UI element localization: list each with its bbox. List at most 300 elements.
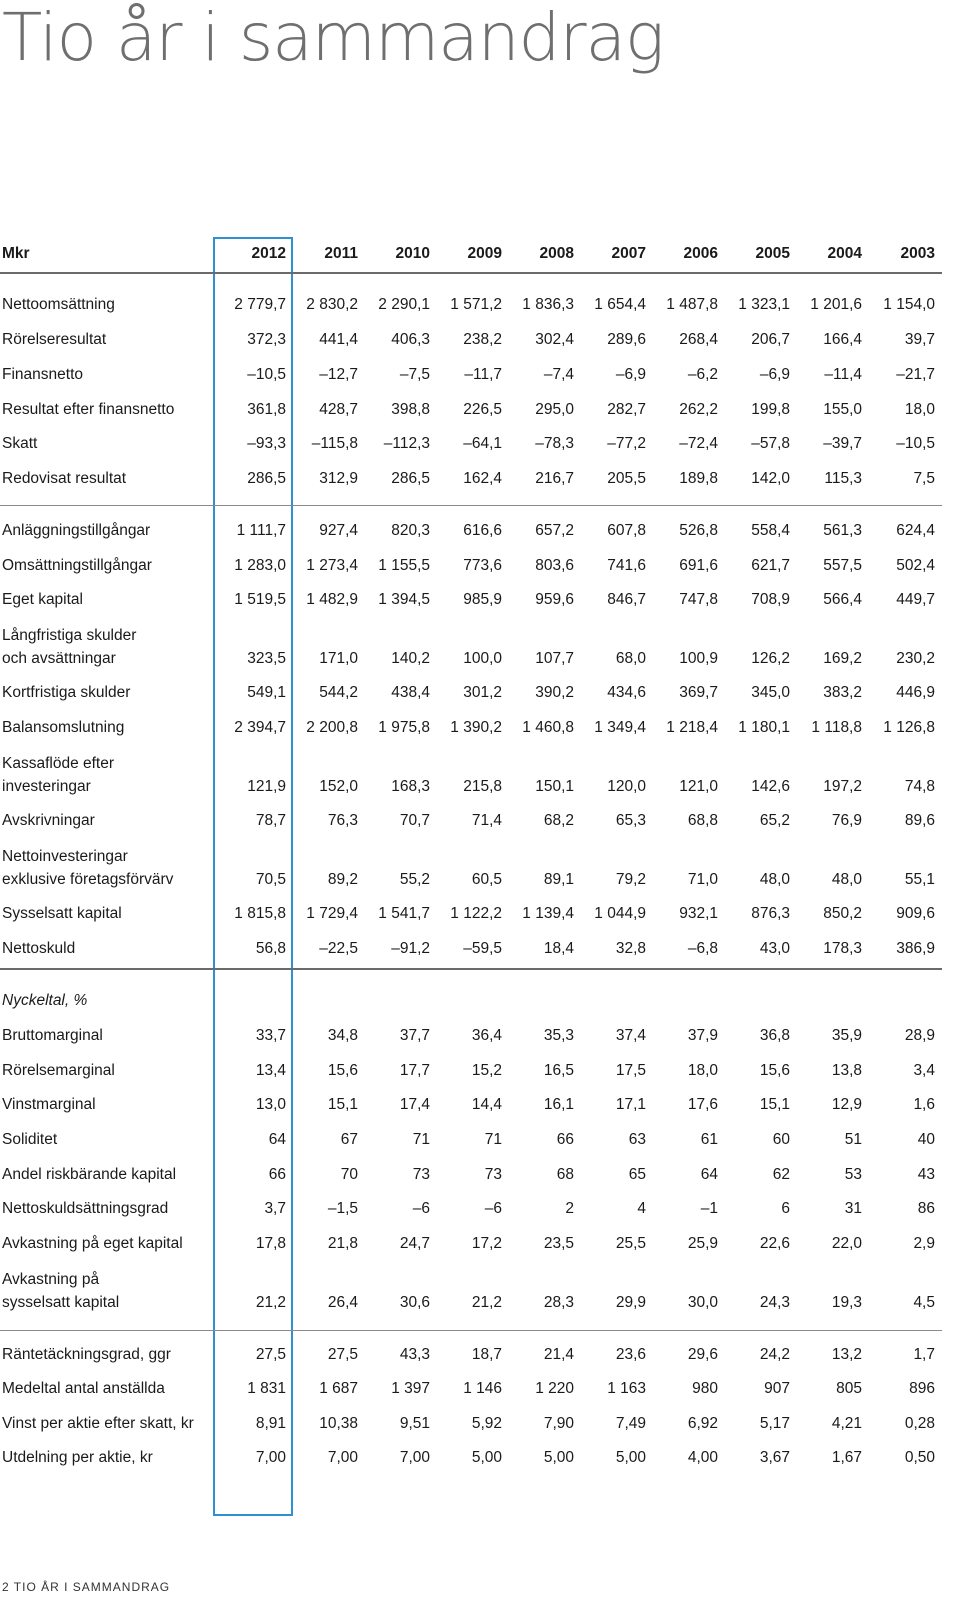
year-header: 2008 — [539, 245, 574, 262]
value-cell: 64 — [268, 1131, 286, 1148]
value-cell: 23,5 — [543, 1235, 574, 1252]
value-cell: 1 126,8 — [883, 719, 935, 736]
value-cell: 820,3 — [391, 522, 430, 539]
value-cell: 4,00 — [687, 1449, 718, 1466]
value-cell: 15,1 — [327, 1096, 358, 1113]
value-cell: 199,8 — [751, 401, 790, 418]
value-cell: 71 — [484, 1131, 502, 1148]
value-cell: 36,4 — [471, 1027, 502, 1044]
year-header: 2003 — [900, 245, 935, 262]
value-cell: 289,6 — [607, 331, 646, 348]
value-cell: 71,0 — [687, 871, 718, 888]
row-label-line: Resultat efter finansnetto — [2, 401, 175, 418]
value-cell: 544,2 — [319, 684, 358, 701]
value-cell: 65,3 — [615, 812, 646, 829]
value-cell: 48,0 — [759, 871, 790, 888]
row-label-line: Avkastning på eget kapital — [2, 1235, 183, 1252]
value-cell: 959,6 — [535, 591, 574, 608]
value-cell: 24,7 — [399, 1235, 430, 1252]
value-cell: 61 — [700, 1131, 718, 1148]
year-header: 2004 — [827, 245, 862, 262]
value-cell: 526,8 — [679, 522, 718, 539]
value-cell: 100,9 — [679, 650, 718, 667]
value-cell: 78,7 — [255, 812, 286, 829]
row-label-line: Soliditet — [2, 1131, 58, 1148]
table-divider — [0, 968, 942, 970]
value-cell: 206,7 — [751, 331, 790, 348]
row-label-line: Utdelning per aktie, kr — [2, 1449, 153, 1466]
value-cell: 29,6 — [687, 1346, 718, 1363]
value-cell: 1 687 — [319, 1380, 358, 1397]
value-cell: 2 — [565, 1200, 574, 1217]
value-cell: 7,00 — [327, 1449, 358, 1466]
value-cell: 1 487,8 — [666, 296, 718, 313]
value-cell: –7,4 — [543, 366, 574, 383]
value-cell: 17,5 — [615, 1062, 646, 1079]
value-cell: 226,5 — [463, 401, 502, 418]
value-cell: 68,0 — [615, 650, 646, 667]
value-cell: 70 — [340, 1166, 358, 1183]
value-cell: –57,8 — [751, 435, 790, 452]
value-cell: 1 118,8 — [811, 719, 862, 736]
value-cell: 100,0 — [463, 650, 502, 667]
value-cell: 76,3 — [327, 812, 358, 829]
value-cell: 383,2 — [823, 684, 862, 701]
year-header: 2006 — [683, 245, 718, 262]
value-cell: 89,2 — [327, 871, 358, 888]
value-cell: 34,8 — [327, 1027, 358, 1044]
value-cell: 1 831 — [247, 1380, 286, 1397]
value-cell: 150,1 — [535, 778, 574, 795]
value-cell: 1 201,6 — [810, 296, 862, 313]
value-cell: –7,5 — [399, 366, 430, 383]
row-label-line: Finansnetto — [2, 366, 83, 383]
value-cell: 691,6 — [679, 557, 718, 574]
value-cell: 13,8 — [831, 1062, 862, 1079]
value-cell: 1 044,9 — [594, 905, 646, 922]
value-cell: 1,7 — [913, 1346, 935, 1363]
value-cell: 66 — [268, 1166, 286, 1183]
year-header: 2010 — [395, 245, 430, 262]
row-label-line: Medeltal antal anställda — [2, 1380, 165, 1397]
row-label-line: Avskrivningar — [2, 812, 95, 829]
row-label-line: Kortfristiga skulder — [2, 684, 131, 701]
row-label-line: Sysselsatt kapital — [2, 905, 122, 922]
value-cell: 24,3 — [759, 1294, 790, 1311]
value-cell: 1 482,9 — [306, 591, 358, 608]
value-cell: 741,6 — [607, 557, 646, 574]
value-cell: 230,2 — [896, 650, 935, 667]
value-cell: 14,4 — [471, 1096, 502, 1113]
value-cell: 398,8 — [391, 401, 430, 418]
value-cell: 262,2 — [679, 401, 718, 418]
value-cell: 120,0 — [607, 778, 646, 795]
value-cell: 43,0 — [759, 940, 790, 957]
value-cell: 268,4 — [679, 331, 718, 348]
value-cell: 1,6 — [913, 1096, 935, 1113]
row-label-line: Avkastning på — [2, 1271, 100, 1288]
row-label-line: Nettoomsättning — [2, 296, 115, 313]
value-cell: 1 397 — [391, 1380, 430, 1397]
value-cell: 1 218,4 — [666, 719, 718, 736]
value-cell: 107,7 — [535, 650, 574, 667]
value-cell: –11,7 — [464, 366, 502, 383]
value-cell: 1 541,7 — [378, 905, 430, 922]
value-cell: 15,6 — [759, 1062, 790, 1079]
value-cell: 6 — [781, 1200, 790, 1217]
value-cell: 21,4 — [543, 1346, 574, 1363]
value-cell: 438,4 — [391, 684, 430, 701]
value-cell: 361,8 — [247, 401, 286, 418]
value-cell: 2 200,8 — [306, 719, 358, 736]
row-label-line: Nettoskuldsättningsgrad — [2, 1200, 169, 1217]
value-cell: 4 — [637, 1200, 646, 1217]
value-cell: 566,4 — [823, 591, 862, 608]
value-cell: 428,7 — [319, 401, 358, 418]
value-cell: 71 — [412, 1131, 430, 1148]
value-cell: 3,67 — [759, 1449, 790, 1466]
row-label-line: Balansomslutning — [2, 719, 125, 736]
value-cell: 985,9 — [463, 591, 502, 608]
value-cell: –91,2 — [391, 940, 430, 957]
value-cell: 1 122,2 — [450, 905, 502, 922]
value-cell: 312,9 — [319, 470, 358, 487]
value-cell: 1 155,5 — [378, 557, 430, 574]
value-cell: 2 290,1 — [378, 296, 430, 313]
row-label-line: Skatt — [2, 435, 38, 452]
value-cell: 55,2 — [399, 871, 430, 888]
value-cell: 1 815,8 — [234, 905, 286, 922]
value-cell: 29,9 — [615, 1294, 646, 1311]
value-cell: 7,49 — [615, 1415, 646, 1432]
value-cell: 71,4 — [471, 812, 502, 829]
value-cell: 5,92 — [471, 1415, 502, 1432]
value-cell: 121,0 — [679, 778, 718, 795]
value-cell: 51 — [844, 1131, 862, 1148]
value-cell: 43,3 — [399, 1346, 430, 1363]
value-cell: 773,6 — [463, 557, 502, 574]
year-header: 2005 — [755, 245, 790, 262]
value-cell: 142,6 — [751, 778, 790, 795]
row-label-line: Vinst per aktie efter skatt, kr — [2, 1415, 194, 1432]
value-cell: 40 — [917, 1131, 935, 1148]
value-cell: 70,5 — [255, 871, 286, 888]
value-cell: 64 — [700, 1166, 718, 1183]
year-header: 2007 — [611, 245, 646, 262]
value-cell: 441,4 — [319, 331, 358, 348]
value-cell: 216,7 — [535, 470, 574, 487]
value-cell: 39,7 — [904, 331, 935, 348]
value-cell: 876,3 — [751, 905, 790, 922]
value-cell: 850,2 — [823, 905, 862, 922]
value-cell: 65,2 — [759, 812, 790, 829]
value-cell: 55,1 — [904, 871, 935, 888]
row-label-line: Mkr — [2, 245, 30, 262]
value-cell: 390,2 — [535, 684, 574, 701]
value-cell: 89,1 — [543, 871, 574, 888]
value-cell: 624,4 — [896, 522, 935, 539]
value-cell: 17,8 — [255, 1235, 286, 1252]
value-cell: 24,2 — [759, 1346, 790, 1363]
value-cell: 33,7 — [255, 1027, 286, 1044]
value-cell: 4,5 — [913, 1294, 935, 1311]
value-cell: 12,9 — [831, 1096, 862, 1113]
value-cell: 70,7 — [399, 812, 430, 829]
value-cell: –115,8 — [311, 435, 358, 452]
value-cell: 3,4 — [913, 1062, 935, 1079]
value-cell: 1 323,1 — [738, 296, 790, 313]
value-cell: 189,8 — [679, 470, 718, 487]
value-cell: –11,4 — [824, 366, 862, 383]
value-cell: 35,3 — [543, 1027, 574, 1044]
value-cell: 5,00 — [471, 1449, 502, 1466]
value-cell: 896 — [909, 1380, 935, 1397]
value-cell: 1 975,8 — [378, 719, 430, 736]
value-cell: 67 — [340, 1131, 358, 1148]
value-cell: 43 — [917, 1166, 935, 1183]
value-cell: 7,00 — [255, 1449, 286, 1466]
row-label-line: Långfristiga skulder — [2, 627, 137, 644]
value-cell: 17,6 — [687, 1096, 718, 1113]
value-cell: 86 — [917, 1200, 935, 1217]
value-cell: –21,7 — [896, 366, 935, 383]
value-cell: 2 830,2 — [306, 296, 358, 313]
row-label-line: Andel riskbärande kapital — [2, 1166, 177, 1183]
value-cell: –12,7 — [319, 366, 358, 383]
value-cell: 238,2 — [463, 331, 502, 348]
value-cell: 22,0 — [831, 1235, 862, 1252]
value-cell: 372,3 — [247, 331, 286, 348]
value-cell: 171,0 — [319, 650, 358, 667]
value-cell: 434,6 — [607, 684, 646, 701]
value-cell: 17,1 — [615, 1096, 646, 1113]
value-cell: 197,2 — [823, 778, 862, 795]
value-cell: 18,0 — [904, 401, 935, 418]
value-cell: 79,2 — [615, 871, 646, 888]
value-cell: 2 779,7 — [234, 296, 286, 313]
value-cell: 1 283,0 — [234, 557, 286, 574]
year-header: 2011 — [324, 245, 358, 262]
row-label-line: Anläggningstillgångar — [2, 522, 151, 539]
value-cell: –39,7 — [823, 435, 862, 452]
value-cell: 747,8 — [679, 591, 718, 608]
value-cell: –72,4 — [679, 435, 718, 452]
value-cell: 17,4 — [399, 1096, 430, 1113]
value-cell: 282,7 — [607, 401, 646, 418]
value-cell: 9,51 — [399, 1415, 430, 1432]
value-cell: 68 — [556, 1166, 574, 1183]
value-cell: 152,0 — [319, 778, 358, 795]
value-cell: 5,00 — [615, 1449, 646, 1466]
value-cell: 1 220 — [535, 1380, 574, 1397]
value-cell: 18,4 — [543, 940, 574, 957]
value-cell: –77,2 — [607, 435, 646, 452]
value-cell: 345,0 — [751, 684, 790, 701]
value-cell: 73 — [484, 1166, 502, 1183]
table-divider — [0, 505, 942, 506]
value-cell: 708,9 — [751, 591, 790, 608]
value-cell: –78,3 — [535, 435, 574, 452]
value-cell: 162,4 — [463, 470, 502, 487]
value-cell: 48,0 — [831, 871, 862, 888]
value-cell: 1 836,3 — [522, 296, 574, 313]
value-cell: 607,8 — [607, 522, 646, 539]
value-cell: –10,5 — [247, 366, 286, 383]
value-cell: –6,2 — [687, 366, 718, 383]
row-label-line: Nettoinvesteringar — [2, 848, 128, 865]
value-cell: 301,2 — [463, 684, 502, 701]
row-label-line: Kassaflöde efter — [2, 755, 115, 772]
value-cell: 215,8 — [463, 778, 502, 795]
value-cell: 166,4 — [823, 331, 862, 348]
value-cell: 140,2 — [391, 650, 430, 667]
value-cell: 16,5 — [543, 1062, 574, 1079]
value-cell: 17,2 — [471, 1235, 502, 1252]
value-cell: 0,28 — [904, 1415, 935, 1432]
value-cell: 30,6 — [399, 1294, 430, 1311]
value-cell: 2,9 — [913, 1235, 935, 1252]
value-cell: 36,8 — [759, 1027, 790, 1044]
value-cell: 2 394,7 — [234, 719, 286, 736]
value-cell: 74,8 — [904, 778, 935, 795]
value-cell: –6,8 — [687, 940, 718, 957]
row-label-line: Nettoskuld — [2, 940, 76, 957]
value-cell: 1,67 — [831, 1449, 862, 1466]
value-cell: 62 — [772, 1166, 790, 1183]
table-divider — [0, 272, 942, 274]
value-cell: 1 460,8 — [522, 719, 574, 736]
year-header: 2012 — [251, 245, 286, 262]
value-cell: 1 111,7 — [236, 522, 286, 539]
page-title: Tio år i sammandrag — [2, 0, 664, 76]
value-cell: 1 180,1 — [738, 719, 790, 736]
value-cell: 23,6 — [615, 1346, 646, 1363]
row-label-line: sysselsatt kapital — [2, 1294, 120, 1311]
value-cell: 13,0 — [255, 1096, 286, 1113]
value-cell: 21,8 — [327, 1235, 358, 1252]
value-cell: 1 163 — [607, 1380, 646, 1397]
value-cell: 89,6 — [904, 812, 935, 829]
value-cell: 1 519,5 — [234, 591, 286, 608]
value-cell: –6,9 — [615, 366, 646, 383]
row-label-line: Vinstmarginal — [2, 1096, 96, 1113]
row-label-line: Rörelseresultat — [2, 331, 107, 348]
value-cell: 30,0 — [687, 1294, 718, 1311]
value-cell: 68,2 — [543, 812, 574, 829]
value-cell: 3,7 — [264, 1200, 286, 1217]
value-cell: 35,9 — [831, 1027, 862, 1044]
row-label-line: Eget kapital — [2, 591, 83, 608]
value-cell: 27,5 — [327, 1346, 358, 1363]
value-cell: 369,7 — [679, 684, 718, 701]
value-cell: 1 571,2 — [450, 296, 502, 313]
value-cell: 31 — [844, 1200, 862, 1217]
value-cell: 0,50 — [904, 1449, 935, 1466]
row-label-line: och avsättningar — [2, 650, 116, 667]
value-cell: 15,2 — [471, 1062, 502, 1079]
value-cell: 1 273,4 — [306, 557, 358, 574]
value-cell: 7,5 — [913, 470, 935, 487]
value-cell: 805 — [836, 1380, 862, 1397]
value-cell: 1 394,5 — [378, 591, 430, 608]
value-cell: 13,2 — [831, 1346, 862, 1363]
value-cell: 295,0 — [535, 401, 574, 418]
value-cell: 616,6 — [463, 522, 502, 539]
value-cell: 169,2 — [823, 650, 862, 667]
value-cell: 1 146 — [463, 1380, 502, 1397]
value-cell: 502,4 — [896, 557, 935, 574]
value-cell: 21,2 — [255, 1294, 286, 1311]
row-label-line: Redovisat resultat — [2, 470, 127, 487]
value-cell: 60 — [772, 1131, 790, 1148]
row-label-line: investeringar — [2, 778, 91, 795]
value-cell: –93,3 — [247, 435, 286, 452]
value-cell: 846,7 — [607, 591, 646, 608]
value-cell: 32,8 — [615, 940, 646, 957]
value-cell: 932,1 — [679, 905, 718, 922]
value-cell: 155,0 — [823, 401, 862, 418]
value-cell: 63 — [628, 1131, 646, 1148]
value-cell: 68,8 — [687, 812, 718, 829]
value-cell: 142,0 — [751, 470, 790, 487]
value-cell: 1 654,4 — [594, 296, 646, 313]
row-label-line: Räntetäckningsgrad, ggr — [2, 1346, 171, 1363]
value-cell: 60,5 — [471, 871, 502, 888]
value-cell: 286,5 — [391, 470, 430, 487]
value-cell: 286,5 — [247, 470, 286, 487]
value-cell: –112,3 — [383, 435, 430, 452]
value-cell: –1,5 — [327, 1200, 358, 1217]
value-cell: 27,5 — [255, 1346, 286, 1363]
value-cell: 205,5 — [607, 470, 646, 487]
value-cell: 37,7 — [399, 1027, 430, 1044]
row-label — [2, 1446, 153, 1469]
value-cell: 73 — [412, 1166, 430, 1183]
value-cell: –59,5 — [463, 940, 502, 957]
value-cell: 4,21 — [831, 1415, 862, 1432]
value-cell: 927,4 — [319, 522, 358, 539]
value-cell: 8,91 — [255, 1415, 286, 1432]
value-cell: 10,38 — [319, 1415, 358, 1432]
value-cell: 56,8 — [255, 940, 286, 957]
value-cell: 53 — [844, 1166, 862, 1183]
value-cell: 7,00 — [399, 1449, 430, 1466]
value-cell: –6 — [412, 1200, 430, 1217]
value-cell: 621,7 — [751, 557, 790, 574]
value-cell: 18,0 — [687, 1062, 718, 1079]
value-cell: 22,6 — [759, 1235, 790, 1252]
value-cell: 323,5 — [247, 650, 286, 667]
value-cell: 121,9 — [247, 778, 286, 795]
year-header: 2009 — [467, 245, 502, 262]
value-cell: 907 — [764, 1380, 790, 1397]
value-cell: 65 — [628, 1166, 646, 1183]
value-cell: 168,3 — [391, 778, 430, 795]
value-cell: 446,9 — [896, 684, 935, 701]
value-cell: 13,4 — [255, 1062, 286, 1079]
value-cell: 37,9 — [687, 1027, 718, 1044]
value-cell: 302,4 — [535, 331, 574, 348]
value-cell: 26,4 — [327, 1294, 358, 1311]
value-cell: 1 139,4 — [522, 905, 574, 922]
value-cell: –1 — [700, 1200, 718, 1217]
value-cell: 980 — [692, 1380, 718, 1397]
value-cell: 909,6 — [896, 905, 935, 922]
value-cell: –10,5 — [896, 435, 935, 452]
value-cell: 558,4 — [751, 522, 790, 539]
value-cell: 25,5 — [615, 1235, 646, 1252]
value-cell: 66 — [556, 1131, 574, 1148]
